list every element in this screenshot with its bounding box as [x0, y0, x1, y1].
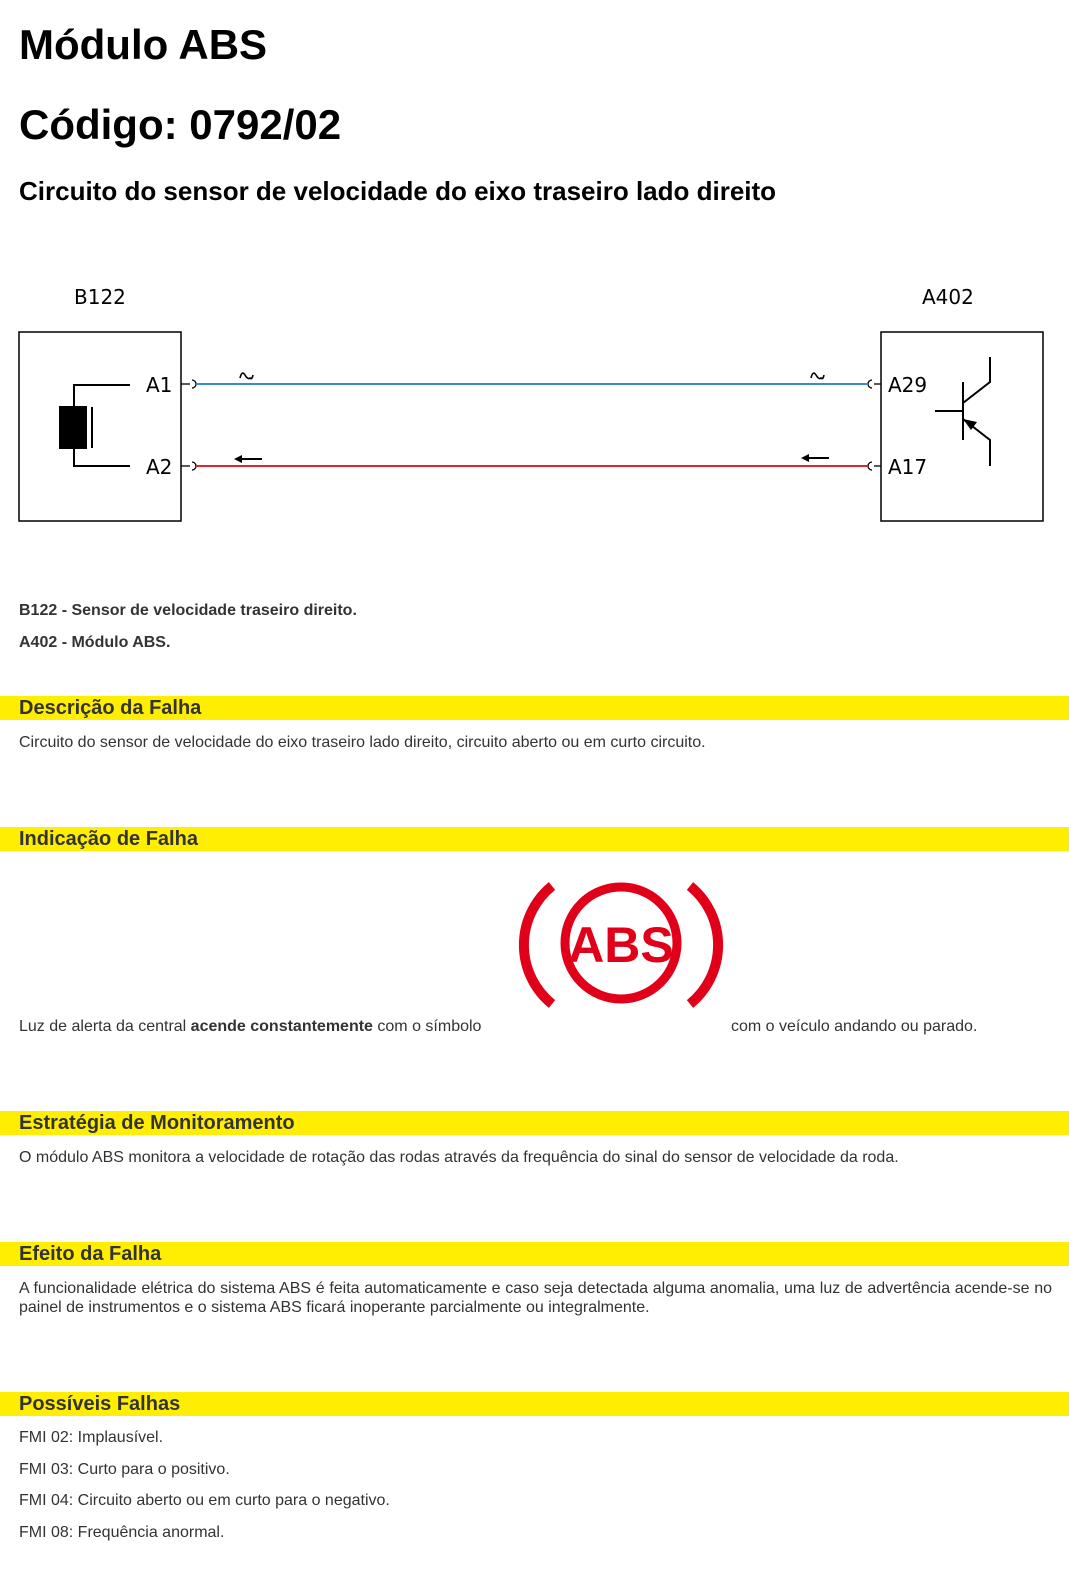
indication-text-bold: acende constantemente	[190, 1018, 373, 1035]
abs-symbol-text: ABS	[568, 917, 674, 973]
abs-warning-icon	[518, 864, 726, 1034]
legend-item-b122: B122 - Sensor de velocidade traseiro direito.	[19, 602, 357, 619]
description-text: Circuito do sensor de velocidade do eixo traseiro lado direito, circuito aberto ou em curto circuito.	[19, 734, 706, 751]
pin-a1-label: A1	[146, 373, 173, 397]
fault-list-item: FMI 08: Frequência anormal.	[19, 1524, 225, 1541]
section-title: Estratégia de Monitoramento	[19, 1112, 295, 1134]
section-header-description	[0, 696, 1069, 720]
module-title: Módulo ABS	[19, 21, 268, 68]
fault-list-item: FMI 04: Circuito aberto ou em curto para o negativo.	[19, 1492, 390, 1509]
wiring-diagram	[0, 270, 1069, 540]
indication-text-mid: com o símbolo	[372, 1018, 482, 1035]
circuit-subtitle: Circuito do sensor de velocidade do eixo traseiro lado direito	[19, 176, 777, 206]
monitoring-text: O módulo ABS monitora a velocidade de rotação das rodas através da frequência do sinal do sensor de velocidade da roda.	[19, 1149, 899, 1166]
section-header-possible-faults	[0, 1392, 1069, 1416]
sine-wave-icon	[811, 373, 824, 378]
indication-text	[19, 1017, 481, 1036]
sine-wave-icon	[240, 373, 253, 378]
indication-text-start: Luz de alerta da central	[19, 1018, 191, 1035]
connector-icon	[192, 380, 872, 470]
fault-list-item: FMI 03: Curto para o positivo.	[19, 1461, 230, 1478]
inductive-sensor-icon	[59, 385, 130, 466]
fault-code-title: Código: 0792/02	[19, 101, 342, 148]
pin-a2-label: A2	[146, 455, 173, 479]
section-header-indication	[0, 827, 1069, 851]
pin-a29-label: A29	[888, 373, 928, 397]
section-header-effect	[0, 1242, 1069, 1266]
pin-a17-label: A17	[888, 455, 928, 479]
section-title: Possíveis Falhas	[19, 1393, 181, 1415]
arrow-left-icon	[234, 455, 262, 463]
section-header-monitoring	[0, 1111, 1069, 1135]
component-label-left: B122	[74, 285, 126, 309]
section-title: Descrição da Falha	[19, 697, 202, 719]
effect-text: A funcionalidade elétrica do sistema ABS é feita automaticamente e caso seja detectada alguma anomalia, uma luz de advertência acende-se no painel de instrumentos e o sistema ABS ficará inoperante parcialmente ou integralmente.	[19, 1280, 1052, 1316]
section-title: Indicação de Falha	[19, 828, 198, 850]
fault-list-item: FMI 02: Implausível.	[19, 1429, 164, 1446]
component-label-right: A402	[922, 285, 974, 309]
arrow-left-icon	[801, 454, 829, 462]
indication-text-end: com o veículo andando ou parado.	[731, 1018, 978, 1035]
section-title: Efeito da Falha	[19, 1243, 162, 1265]
transistor-icon	[935, 357, 990, 466]
component-box-left	[19, 332, 181, 521]
legend-item-a402: A402 - Módulo ABS.	[19, 634, 171, 651]
